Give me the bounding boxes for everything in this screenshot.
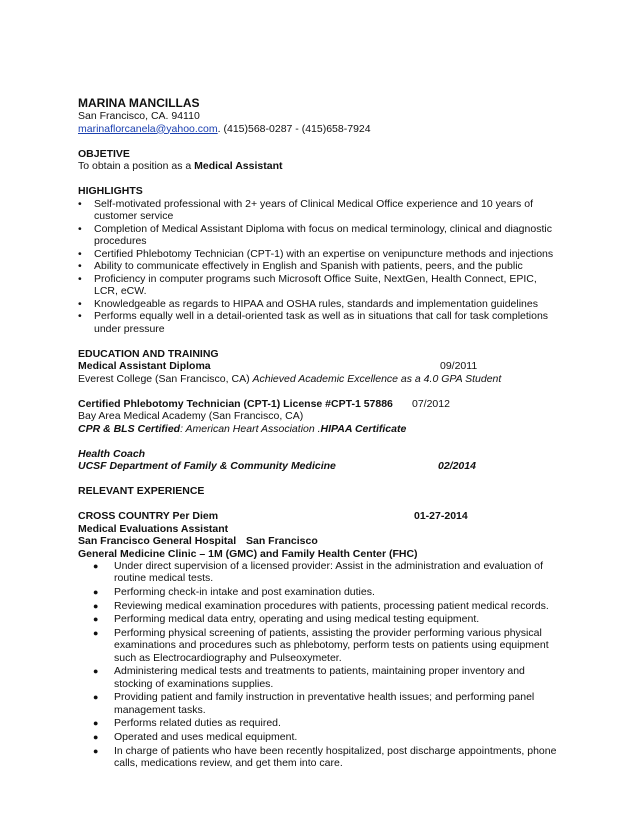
list-item	[78, 600, 558, 612]
contact-line	[78, 123, 558, 136]
bullet-glyph: ●	[93, 628, 99, 639]
list-item	[78, 691, 558, 716]
duty-text: Performing physical screening of patients, assisting the provider performing various physical examinations and procedures such as phlebotomy, perform tests on patients using equipment such as Electrocardiography and Pulseoxymeter.	[114, 627, 549, 664]
duties-list	[78, 560, 558, 769]
coach-title: Health Coach	[78, 447, 146, 460]
highlight-text: Self-motivated professional with 2+ years of Clinical Medical Office experience and 10 years of customer service	[94, 197, 533, 222]
list-item	[78, 560, 558, 585]
duty-text: Providing patient and family instruction in preventative health issues; and performing panel management tasks.	[114, 691, 535, 716]
list-item	[78, 613, 558, 625]
college-honor: Achieved Academic Excellence as a 4.0 GPA Student	[252, 372, 502, 385]
hospital-city: San Francisco	[246, 535, 318, 547]
bullet-glyph: •	[78, 297, 82, 310]
candidate-name: MARINA MANCILLAS	[78, 96, 200, 110]
ucsf-date: 02/2014	[438, 460, 476, 472]
hospital-line	[78, 535, 558, 548]
highlights-list	[78, 198, 558, 336]
cpt-date: 07/2012	[412, 397, 450, 410]
objective-text-bold: Medical Assistant	[194, 160, 283, 172]
duty-text: Performs related duties as required.	[114, 717, 281, 730]
cpr-certified: CPR & BLS Certified	[78, 422, 181, 435]
highlight-text: Performs equally well in a detail-oriented task as well as in situations that call for task completions under pressure	[94, 310, 549, 335]
bullet-glyph: ●	[93, 600, 99, 611]
bullet-glyph: •	[78, 247, 82, 260]
resume-page	[78, 96, 558, 771]
college-name: Everest College (San Francisco, CA)	[78, 372, 253, 385]
hospital-name: San Francisco General Hospital	[78, 535, 237, 547]
college-line	[78, 373, 558, 386]
ucsf-department: UCSF Department of Family & Community Medicine	[78, 460, 336, 472]
list-item	[78, 731, 558, 743]
list-item	[78, 627, 558, 664]
objective-heading: OBJETIVE	[78, 147, 130, 160]
highlight-text: Ability to communicate effectively in English and Spanish with patients, peers, and the public	[94, 260, 523, 272]
bullet-glyph: ●	[93, 666, 99, 677]
bullet-glyph: ●	[93, 731, 99, 742]
email-link[interactable]: marinaflorcanela@yahoo.com	[78, 122, 218, 135]
bullet-glyph: ●	[93, 745, 99, 756]
duty-text: Reviewing medical examination procedures with patients, processing patient medical records.	[114, 599, 549, 612]
list-item	[78, 260, 558, 273]
company-name: CROSS COUNTRY Per Diem	[78, 510, 219, 522]
list-item	[78, 745, 558, 770]
list-item	[78, 248, 558, 261]
bullet-glyph: •	[78, 310, 82, 322]
list-item	[78, 310, 558, 335]
list-item	[78, 198, 558, 223]
bullet-glyph: •	[78, 222, 82, 235]
list-item	[78, 273, 558, 298]
highlight-text: Completion of Medical Assistant Diploma with focus on medical terminology, clinical and diagnostic procedures	[94, 222, 552, 247]
job-role: Medical Evaluations Assistant	[78, 522, 229, 535]
cpt-title: Certified Phlebotomy Technician (CPT-1) License #CPT-1 57886	[78, 397, 393, 410]
experience-heading: RELEVANT EXPERIENCE	[78, 485, 205, 497]
bullet-glyph: •	[78, 260, 82, 272]
company-row	[78, 510, 558, 523]
objective-text-plain: To obtain a position as a	[78, 160, 195, 172]
bullet-glyph: ●	[93, 561, 99, 571]
highlights-heading: HIGHLIGHTS	[78, 185, 143, 197]
cpt-row	[78, 398, 558, 411]
list-item	[78, 665, 558, 690]
duty-text: Administering medical tests and treatments to patients, maintaining proper inventory and stocking of examinations supplies.	[114, 665, 525, 690]
ucsf-row	[78, 460, 558, 473]
cpr-issuer: : American Heart Association .	[180, 422, 321, 435]
diploma-row	[78, 360, 558, 373]
highlight-text: Proficiency in computer programs such Microsoft Office Suite, NextGen, Health Connect, EPIC, LCR, eCW.	[94, 272, 537, 297]
bullet-glyph: •	[78, 197, 82, 210]
duty-text: Performing medical data entry, operating and using medical testing equipment.	[114, 613, 480, 626]
duty-text: In charge of patients who have been recently hospitalized, post discharge appointments, phone calls, medications review, and get them into care.	[114, 744, 557, 769]
diploma-title: Medical Assistant Diploma	[78, 360, 211, 372]
diploma-date: 09/2011	[440, 360, 478, 372]
list-item	[78, 223, 558, 248]
duty-text: Under direct supervision of a licensed provider: Assist in the administration and evaluation of routine medical tests.	[114, 560, 543, 585]
highlight-text: Certified Phlebotomy Technician (CPT-1) with an expertise on venipuncture methods and injections	[94, 247, 554, 260]
duty-text: Operated and uses medical equipment.	[114, 730, 298, 743]
bullet-glyph: ●	[93, 586, 99, 597]
highlight-text: Knowledgeable as regards to HIPAA and OSHA rules, standards and implementation guidelines	[94, 297, 538, 310]
academy-line: Bay Area Medical Academy (San Francisco, CA)	[78, 410, 304, 422]
list-item	[78, 298, 558, 311]
duty-text: Performing check-in intake and post examination duties.	[114, 585, 375, 598]
company-date: 01-27-2014	[414, 510, 468, 522]
bullet-glyph: ●	[93, 718, 99, 729]
education-heading: EDUCATION AND TRAINING	[78, 347, 219, 360]
certifications-line	[78, 423, 558, 436]
objective-text	[78, 160, 558, 173]
clinic-line: General Medicine Clinic – 1M (GMC) and Family Health Center (FHC)	[78, 547, 418, 560]
bullet-glyph: ●	[93, 692, 99, 703]
address: San Francisco, CA. 94110	[78, 110, 200, 122]
bullet-glyph: ●	[93, 614, 99, 625]
phone-numbers: . (415)568-0287 - (415)658-7924	[217, 122, 371, 135]
hipaa-certificate: HIPAA Certificate	[320, 422, 407, 435]
bullet-glyph: •	[78, 272, 82, 285]
list-item	[78, 717, 558, 729]
list-item	[78, 586, 558, 598]
